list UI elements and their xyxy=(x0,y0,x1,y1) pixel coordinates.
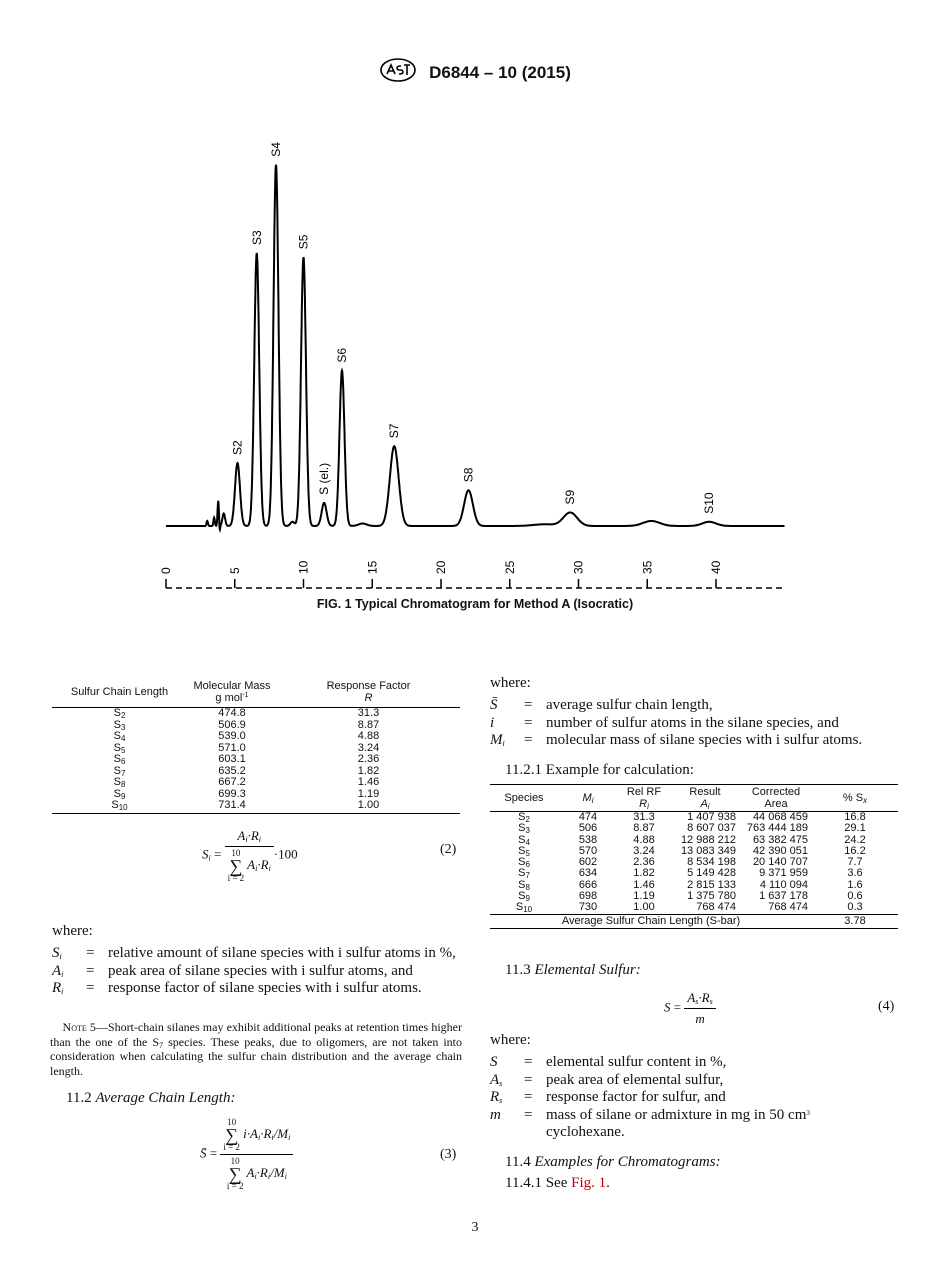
definition-item: $M_i$ = molecular mass of silane species with i sulfur atoms. xyxy=(490,732,863,748)
peak-label: S4 xyxy=(269,142,283,157)
equation-3-number: (3) xyxy=(440,1147,457,1162)
average-row xyxy=(490,914,898,928)
table-row xyxy=(490,823,898,834)
definitions-eq4 xyxy=(490,1054,900,1142)
table-row xyxy=(52,800,460,813)
peak-label: S (el.) xyxy=(317,462,332,495)
x-tick-label: 0 xyxy=(159,567,173,574)
mass: 634 xyxy=(578,867,598,880)
percent-sx: 0.6 xyxy=(847,890,863,903)
definition-item: S = elemental sulfur content in %, xyxy=(490,1054,727,1070)
x-tick-label: 25 xyxy=(502,560,517,574)
equation-4-number: (4) xyxy=(878,999,895,1014)
corrected-area: 768 474 xyxy=(768,901,808,914)
section-11-4-1: 11.4.1 See Fig. 1. xyxy=(505,1175,610,1191)
sulfur-species: $S_5$ xyxy=(113,741,126,755)
peak-label: S7 xyxy=(387,423,402,439)
col-percent-sx: % $S_x$ xyxy=(812,785,898,812)
sulfur-species: $S_3$ xyxy=(113,718,126,732)
rel-rf: 1.00 xyxy=(633,901,655,914)
rel-rf: 1.46 xyxy=(633,878,655,891)
where-label-eq2: where: xyxy=(52,923,93,939)
peak-label: S8 xyxy=(461,467,476,483)
molecular-mass: 539.0 xyxy=(218,730,246,742)
percent-sx: 7.7 xyxy=(847,856,863,869)
sulfur-species: $S_6$ xyxy=(113,753,126,766)
x-tick-label: 10 xyxy=(296,560,311,574)
definitions-eq3 xyxy=(490,697,900,750)
definition-item: S̄ = average sulfur chain length, xyxy=(490,697,713,713)
mass: 474 xyxy=(578,811,598,823)
response-factor: 1.19 xyxy=(357,787,380,800)
species: $S_7$ xyxy=(518,867,530,881)
astm-logo-icon xyxy=(379,58,417,87)
rel-rf: 1.19 xyxy=(633,890,655,903)
x-tick-label: 15 xyxy=(365,560,380,574)
x-tick-label: 35 xyxy=(640,560,655,574)
sulfur-species: $S_9$ xyxy=(113,787,126,801)
molecular-mass: 731.4 xyxy=(187,800,277,813)
definition-item: i = number of sulfur atoms in the silane species, and xyxy=(490,714,839,731)
col-sulfur-chain-length: Sulfur Chain Length xyxy=(52,678,187,708)
species: $S_4$ xyxy=(518,833,530,847)
molecular-mass: 474.8 xyxy=(218,707,246,719)
molecular-mass: 603.1 xyxy=(218,753,246,765)
percent-sx: 16.8 xyxy=(844,811,866,823)
table-row xyxy=(52,708,460,720)
x-tick-label: 40 xyxy=(709,560,723,574)
fig-1-link[interactable]: Fig. 1 xyxy=(571,1175,607,1191)
x-tick-label: 20 xyxy=(434,560,448,574)
definition-item: $A_s$ = peak area of elemental sulfur, xyxy=(490,1071,724,1088)
molecular-mass: 571.0 xyxy=(218,741,246,754)
rel-rf: 3.24 xyxy=(633,844,655,857)
species: $S_8$ xyxy=(518,878,530,892)
molecular-mass: 667.2 xyxy=(218,776,246,788)
figure-caption: FIG. 1 Typical Chromatogram for Method A (Isocratic) xyxy=(316,597,634,611)
section-11-3: 11.3 Elemental Sulfur: xyxy=(505,962,641,978)
note-5: Note 5—Short-chain silanes may exhibit additional peaks at retention times higher than the one of the $S_7$ species. These peaks, due to oligomers, are not taken into consideration when calculating the sulfur chain distribution and the average chain length. xyxy=(50,1020,463,1078)
col-response-factor: Response Factor R xyxy=(277,678,460,708)
peak-label: S6 xyxy=(335,347,349,363)
col-molecular-mass: $M_i$ xyxy=(558,785,618,812)
col-result: Result $A_i$ xyxy=(670,785,740,812)
col-molecular-mass: Molecular Mass g mol$^{-1}$ xyxy=(187,678,277,708)
sulfur-species: $S_{10}$ xyxy=(52,800,187,813)
section-11-2: 11.2 Average Chain Length: xyxy=(66,1090,236,1106)
response-factor: 8.87 xyxy=(357,718,380,731)
x-tick-label: 30 xyxy=(571,560,586,574)
molecular-mass: 635.2 xyxy=(218,764,246,777)
corrected-area: 763 444 189 xyxy=(746,822,808,835)
definition-continuation: cyclohexane. xyxy=(546,1124,625,1140)
result: 2 815 133 xyxy=(687,878,736,891)
equation-2: $S_i$ = $A_i\cdot R_i$ 10 ∑ i = 2 $A_i\cdot R_i$ ·100 xyxy=(202,828,298,883)
page-header xyxy=(0,58,950,87)
molecular-mass: 699.3 xyxy=(218,787,246,800)
species: $S_3$ xyxy=(518,822,530,836)
result: 768 474 xyxy=(696,901,736,914)
peak-label: S2 xyxy=(230,440,245,455)
equation-4: S = $\frac{A_s\cdot R_s}{m}$ xyxy=(664,990,716,1027)
sulfur-species: $S_8$ xyxy=(113,776,126,789)
peak-label: S3 xyxy=(249,230,264,245)
response-factor: 3.24 xyxy=(357,741,380,754)
species: $S_{10}$ xyxy=(515,901,533,915)
percent-sx: 1.6 xyxy=(847,878,863,891)
response-factor: 1.82 xyxy=(357,764,380,777)
mass: 602 xyxy=(578,856,598,869)
corrected-area: 4 110 094 xyxy=(759,878,808,891)
result: 1 407 938 xyxy=(687,811,736,823)
corrected-area: 20 140 707 xyxy=(752,856,808,869)
table-row xyxy=(52,731,460,743)
result: 5 149 428 xyxy=(687,867,736,880)
col-corrected-area: Corrected Area xyxy=(740,785,812,812)
average-value: 3.78 xyxy=(812,914,898,928)
section-11-2-1: 11.2.1 Example for calculation: xyxy=(505,762,694,778)
response-factor-table xyxy=(52,678,460,814)
species: $S_5$ xyxy=(518,844,530,858)
definition-item: m = mass of silane or admixture in mg in 50 $cm^3$ xyxy=(490,1106,810,1123)
species: $S_6$ xyxy=(518,856,530,870)
species: $S_9$ xyxy=(518,890,530,904)
table-row xyxy=(52,754,460,766)
average-label: Average Sulfur Chain Length (S-bar) xyxy=(490,914,812,928)
table-row xyxy=(490,902,898,914)
equation-2-number: (2) xyxy=(440,842,457,857)
sulfur-species: $S_7$ xyxy=(113,764,126,778)
page-number: 3 xyxy=(471,1220,479,1235)
definition-item: $S_i$ = relative amount of silane species with i sulfur atoms in %, xyxy=(52,945,456,961)
table-row xyxy=(490,891,898,902)
table-row xyxy=(52,777,460,789)
species: $S_2$ xyxy=(518,811,530,824)
mass: 698 xyxy=(578,890,598,903)
section-11-4: 11.4 Examples for Chromatograms: xyxy=(505,1154,721,1170)
corrected-area: 44 068 459 xyxy=(752,811,808,823)
rel-rf: 4.88 xyxy=(633,833,655,846)
rel-rf: 1.82 xyxy=(633,867,655,880)
molecular-mass: 506.9 xyxy=(218,718,246,731)
equation-3: S̄ = 10 ∑ i = 2 $i\cdot A_i\cdot R_i/M_i$ 10 ∑ i = 2 $A_i\cdot R_i/M_i$ xyxy=(200,1118,293,1191)
result: 8 607 037 xyxy=(687,822,736,835)
corrected-area: 42 390 051 xyxy=(752,844,808,857)
mass: 570 xyxy=(578,844,598,857)
response-factor: 4.88 xyxy=(357,730,380,742)
standard-title: D6844 – 10 (2015) xyxy=(429,62,571,82)
where-label-eq3: where: xyxy=(490,675,531,691)
response-factor: 1.46 xyxy=(357,776,380,788)
rel-rf: 31.3 xyxy=(633,811,655,823)
mass: 666 xyxy=(578,878,598,891)
percent-sx: 16.2 xyxy=(844,844,866,857)
peak-label: S5 xyxy=(296,234,311,250)
x-tick-label: 5 xyxy=(227,567,242,574)
percent-sx: 0.3 xyxy=(847,901,863,914)
calculation-example-table xyxy=(490,784,898,929)
result: 13 083 349 xyxy=(680,844,736,857)
rel-rf: 8.87 xyxy=(633,822,655,835)
percent-sx: 24.2 xyxy=(844,833,866,846)
mass: 538 xyxy=(578,833,598,846)
response-factor: 31.3 xyxy=(357,707,380,719)
peak-label: S10 xyxy=(702,492,717,514)
peak-label: S9 xyxy=(563,489,578,505)
response-factor: 2.36 xyxy=(357,753,380,765)
col-rel-rf: Rel RF $R_i$ xyxy=(618,785,670,812)
corrected-area: 9 371 959 xyxy=(759,867,808,880)
result: 12 988 212 xyxy=(680,833,736,846)
sulfur-species: $S_2$ xyxy=(113,707,126,720)
result: 1 375 780 xyxy=(687,890,736,903)
result: 8 534 198 xyxy=(687,856,736,869)
percent-sx: 3.6 xyxy=(847,867,863,880)
mass: 730 xyxy=(578,901,598,914)
mass: 506 xyxy=(578,822,598,835)
corrected-area: 1 637 178 xyxy=(759,890,808,903)
definition-item: $R_i$ = response factor of silane species with i sulfur atoms. xyxy=(52,980,422,996)
definition-item: $R_s$ = response factor for sulfur, and xyxy=(490,1089,726,1105)
col-species: Species xyxy=(490,785,558,812)
response-factor: 1.00 xyxy=(277,800,460,813)
percent-sx: 29.1 xyxy=(844,822,866,835)
chromatogram-chart xyxy=(150,100,800,600)
rel-rf: 2.36 xyxy=(633,856,655,869)
corrected-area: 63 382 475 xyxy=(752,833,808,846)
definitions-eq2 xyxy=(52,945,464,998)
sulfur-species: $S_4$ xyxy=(113,730,126,743)
where-label-eq4: where: xyxy=(490,1032,531,1048)
definition-item: $A_i$ = peak area of silane species with i sulfur atoms, and xyxy=(52,962,413,979)
